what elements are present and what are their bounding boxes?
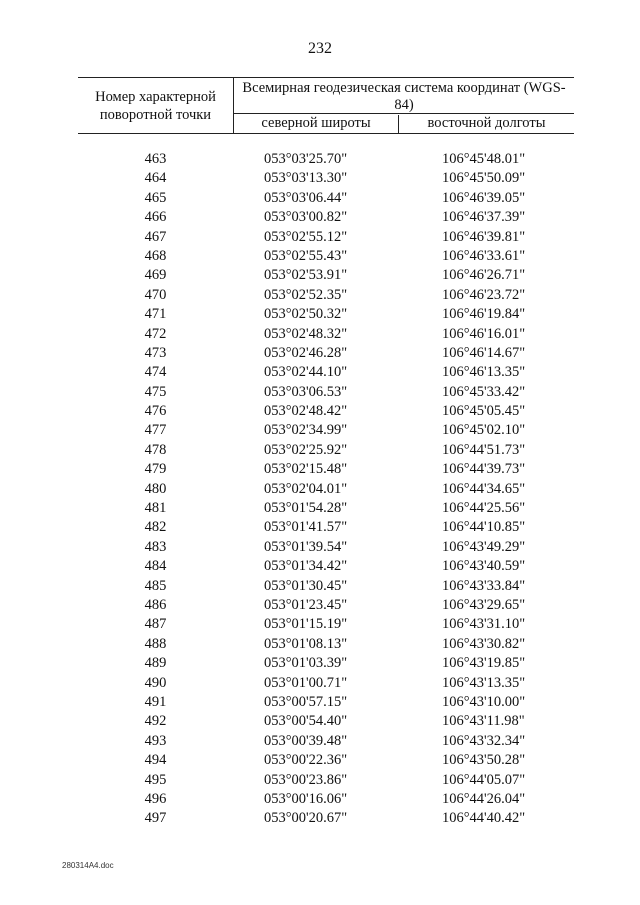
longitude-value: 106°44'10.85" (442, 519, 526, 536)
point-number: 491 (144, 693, 167, 710)
latitude-value: 053°01'15.19" (264, 616, 348, 633)
point-number: 473 (144, 344, 167, 361)
longitude-value: 106°46'16.01" (442, 325, 526, 342)
latitude-value: 053°02'52.35" (264, 286, 348, 303)
longitude-value: 106°43'33.84" (442, 577, 526, 594)
point-number: 464 (144, 170, 167, 187)
point-number: 472 (144, 325, 167, 342)
point-number: 471 (144, 306, 167, 323)
latitude-value: 053°01'30.45" (264, 577, 348, 594)
point-number: 474 (144, 364, 167, 381)
point-number: 495 (144, 771, 167, 788)
latitude-value: 053°00'57.15" (264, 693, 348, 710)
latitude-value: 053°00'16.06" (264, 790, 348, 807)
point-number: 493 (144, 732, 167, 749)
table-row (78, 577, 574, 596)
header-latitude: северной широты (234, 115, 399, 133)
longitude-value: 106°44'05.07" (442, 771, 526, 788)
table-row (78, 208, 574, 227)
latitude-value: 053°02'44.10" (264, 364, 348, 381)
table-row (78, 421, 574, 440)
longitude-value: 106°44'51.73" (442, 441, 526, 458)
point-number: 483 (144, 538, 167, 555)
point-number: 467 (144, 228, 167, 245)
longitude-value: 106°44'25.56" (442, 500, 526, 517)
point-number: 469 (144, 267, 167, 284)
table-row (78, 693, 574, 712)
latitude-value: 053°00'22.36" (264, 752, 348, 769)
longitude-value: 106°45'05.45" (442, 403, 526, 420)
table-row (78, 305, 574, 324)
table-row (78, 383, 574, 402)
latitude-value: 053°02'46.28" (264, 344, 348, 361)
longitude-value: 106°43'32.34" (442, 732, 526, 749)
point-number: 475 (144, 383, 167, 400)
latitude-value: 053°02'55.12" (264, 228, 348, 245)
longitude-value: 106°45'02.10" (442, 422, 526, 439)
longitude-value: 106°43'30.82" (442, 635, 526, 652)
page-number: 232 (308, 40, 332, 57)
point-number: 494 (144, 752, 167, 769)
longitude-value: 106°46'33.61" (442, 247, 526, 264)
table-row (78, 732, 574, 751)
longitude-value: 106°46'39.81" (442, 228, 526, 245)
longitude-value: 106°43'49.29" (442, 538, 526, 555)
longitude-value: 106°44'26.04" (442, 790, 526, 807)
table-row (78, 266, 574, 285)
longitude-value: 106°46'26.71" (442, 267, 526, 284)
table-row (78, 499, 574, 518)
longitude-value: 106°46'37.39" (442, 209, 526, 226)
point-number: 487 (144, 616, 167, 633)
latitude-value: 053°01'03.39" (264, 655, 348, 672)
latitude-value: 053°00'20.67" (264, 810, 348, 827)
header-point-number: Номер характерной поворотной точки (78, 78, 234, 133)
point-number: 486 (144, 596, 167, 613)
latitude-value: 053°00'39.48" (264, 732, 348, 749)
point-number: 485 (144, 577, 167, 594)
longitude-value: 106°45'50.09" (442, 170, 526, 187)
latitude-value: 053°02'34.99" (264, 422, 348, 439)
point-number: 466 (144, 209, 167, 226)
file-footer: 280314A4.doc (62, 861, 114, 870)
point-number: 480 (144, 480, 167, 497)
latitude-value: 053°03'00.82" (264, 209, 348, 226)
point-number: 497 (144, 810, 167, 827)
table-row (78, 712, 574, 731)
table-row (78, 809, 574, 828)
table-row (78, 169, 574, 188)
longitude-value: 106°44'40.42" (442, 810, 526, 827)
header-coordinate-system: Всемирная геодезическая система координат (WGS-84) (234, 78, 574, 114)
longitude-value: 106°43'29.65" (442, 596, 526, 613)
table-row (78, 402, 574, 421)
table-header (78, 77, 574, 134)
latitude-value: 053°02'48.32" (264, 325, 348, 342)
point-number: 489 (144, 655, 167, 672)
longitude-value: 106°43'19.85" (442, 655, 526, 672)
point-number: 488 (144, 635, 167, 652)
longitude-value: 106°46'19.84" (442, 306, 526, 323)
longitude-value: 106°46'23.72" (442, 286, 526, 303)
longitude-value: 106°43'13.35" (442, 674, 526, 691)
latitude-value: 053°02'48.42" (264, 403, 348, 420)
header-longitude: восточной долготы (427, 115, 546, 131)
longitude-value: 106°46'39.05" (442, 189, 526, 206)
latitude-value: 053°03'25.70" (264, 151, 348, 167)
table-row (78, 751, 574, 770)
latitude-value: 053°00'23.86" (264, 771, 348, 788)
table-row (78, 538, 574, 557)
table-row (78, 790, 574, 809)
coordinates-table-body (78, 150, 574, 829)
point-number: 463 (144, 151, 167, 167)
longitude-value: 106°43'10.00" (442, 693, 526, 710)
point-number: 492 (144, 713, 167, 730)
point-number: 490 (144, 674, 167, 691)
point-number: 482 (144, 519, 167, 536)
table-row (78, 615, 574, 634)
latitude-value: 053°03'13.30" (264, 170, 348, 187)
latitude-value: 053°01'41.57" (264, 519, 348, 536)
longitude-value: 106°45'48.01" (442, 151, 526, 167)
latitude-value: 053°01'08.13" (264, 635, 348, 652)
point-number: 479 (144, 461, 167, 478)
point-number: 465 (144, 189, 167, 206)
table-row (78, 325, 574, 344)
table-row (78, 344, 574, 363)
table-row (78, 635, 574, 654)
table-row (78, 480, 574, 499)
latitude-value: 053°03'06.44" (264, 189, 348, 206)
latitude-value: 053°02'25.92" (264, 441, 348, 458)
point-number: 470 (144, 286, 167, 303)
table-row (78, 596, 574, 615)
longitude-value: 106°46'14.67" (442, 344, 526, 361)
table-row (78, 771, 574, 790)
table-row (78, 557, 574, 576)
table-row (78, 363, 574, 382)
longitude-value: 106°43'40.59" (442, 558, 526, 575)
point-number: 496 (144, 790, 167, 807)
latitude-value: 053°02'53.91" (264, 267, 348, 284)
table-row (78, 518, 574, 537)
latitude-value: 053°01'34.42" (264, 558, 348, 575)
point-number: 476 (144, 403, 167, 420)
longitude-value: 106°43'11.98" (442, 713, 525, 730)
point-number: 481 (144, 500, 167, 517)
longitude-value: 106°44'39.73" (442, 461, 526, 478)
longitude-value: 106°44'34.65" (442, 480, 526, 497)
table-row (78, 247, 574, 266)
latitude-value: 053°01'54.28" (264, 500, 348, 517)
point-number: 477 (144, 422, 167, 439)
latitude-value: 053°02'04.01" (264, 480, 348, 497)
latitude-value: 053°02'55.43" (264, 247, 348, 264)
latitude-value: 053°01'00.71" (264, 674, 348, 691)
longitude-value: 106°43'50.28" (442, 752, 526, 769)
latitude-value: 053°00'54.40" (264, 713, 348, 730)
latitude-value: 053°01'39.54" (264, 538, 348, 555)
table-row (78, 286, 574, 305)
point-number: 484 (144, 558, 167, 575)
longitude-value: 106°43'31.10" (442, 616, 526, 633)
latitude-value: 053°02'15.48" (264, 461, 348, 478)
table-row (78, 150, 574, 169)
table-row (78, 654, 574, 673)
table-row (78, 460, 574, 479)
longitude-value: 106°45'33.42" (442, 383, 526, 400)
table-row (78, 441, 574, 460)
latitude-value: 053°03'06.53" (264, 383, 348, 400)
latitude-value: 053°01'23.45" (264, 596, 348, 613)
table-row (78, 674, 574, 693)
table-row (78, 228, 574, 247)
point-number: 478 (144, 441, 167, 458)
latitude-value: 053°02'50.32" (264, 306, 348, 323)
point-number: 468 (144, 247, 167, 264)
longitude-value: 106°46'13.35" (442, 364, 526, 381)
table-row (78, 189, 574, 208)
